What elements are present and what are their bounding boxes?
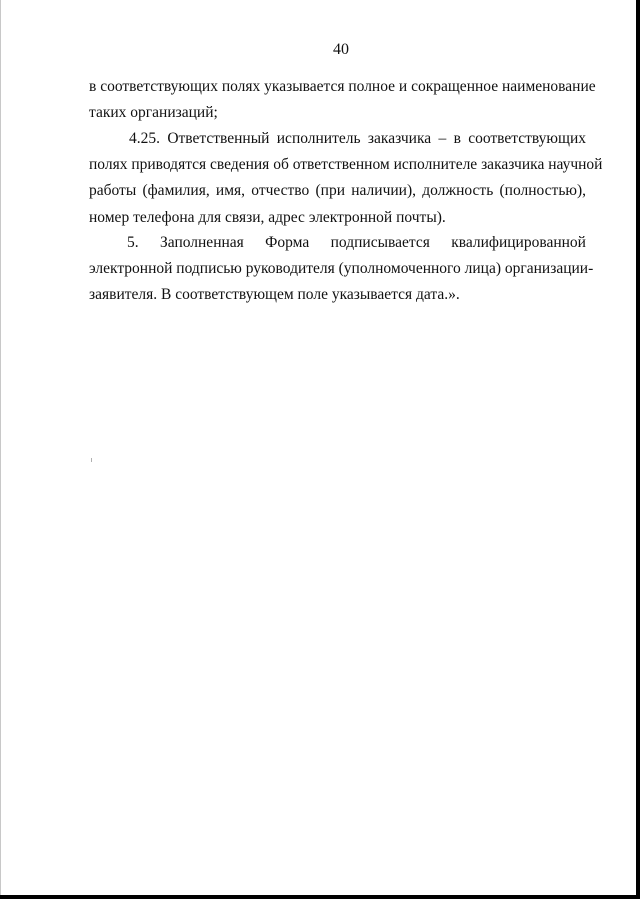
text-word: подписывается [330,234,430,251]
text-line: номер телефона для связи, адрес электронной почты). [89,208,446,226]
scan-edge-right [636,0,640,899]
text-word: Форма [265,234,310,251]
text-line: работы (фамилия, имя, отчество (при наличии), должность (полностью), [89,182,586,200]
text-word: квалифицированной [451,234,586,251]
scan-edge-bottom [0,895,640,899]
text-word: 5. [127,234,139,251]
paragraph-4-25 [89,126,603,231]
paragraph-continuation [89,74,596,126]
text-word: Заполненная [160,234,244,251]
text-line: электронной подписью руководителя (уполномоченного лица) организации- [89,260,594,278]
text-line: в соответствующих полях указывается полное и сокращенное наименование [89,78,596,95]
text-line: полях приводятся сведения об ответственном исполнителе заказчика научной [89,156,603,174]
page-number: 40 [333,41,349,58]
paragraph-5 [89,230,594,309]
text-line: таких организаций; [89,104,218,122]
text-line: 4.25. Ответственный исполнитель заказчика – в соответствующих [129,130,586,147]
text-line-spaced [89,230,586,256]
scan-speck [91,458,92,462]
text-line: заявителя. В соответствующем поле указывается дата.». [89,286,460,304]
